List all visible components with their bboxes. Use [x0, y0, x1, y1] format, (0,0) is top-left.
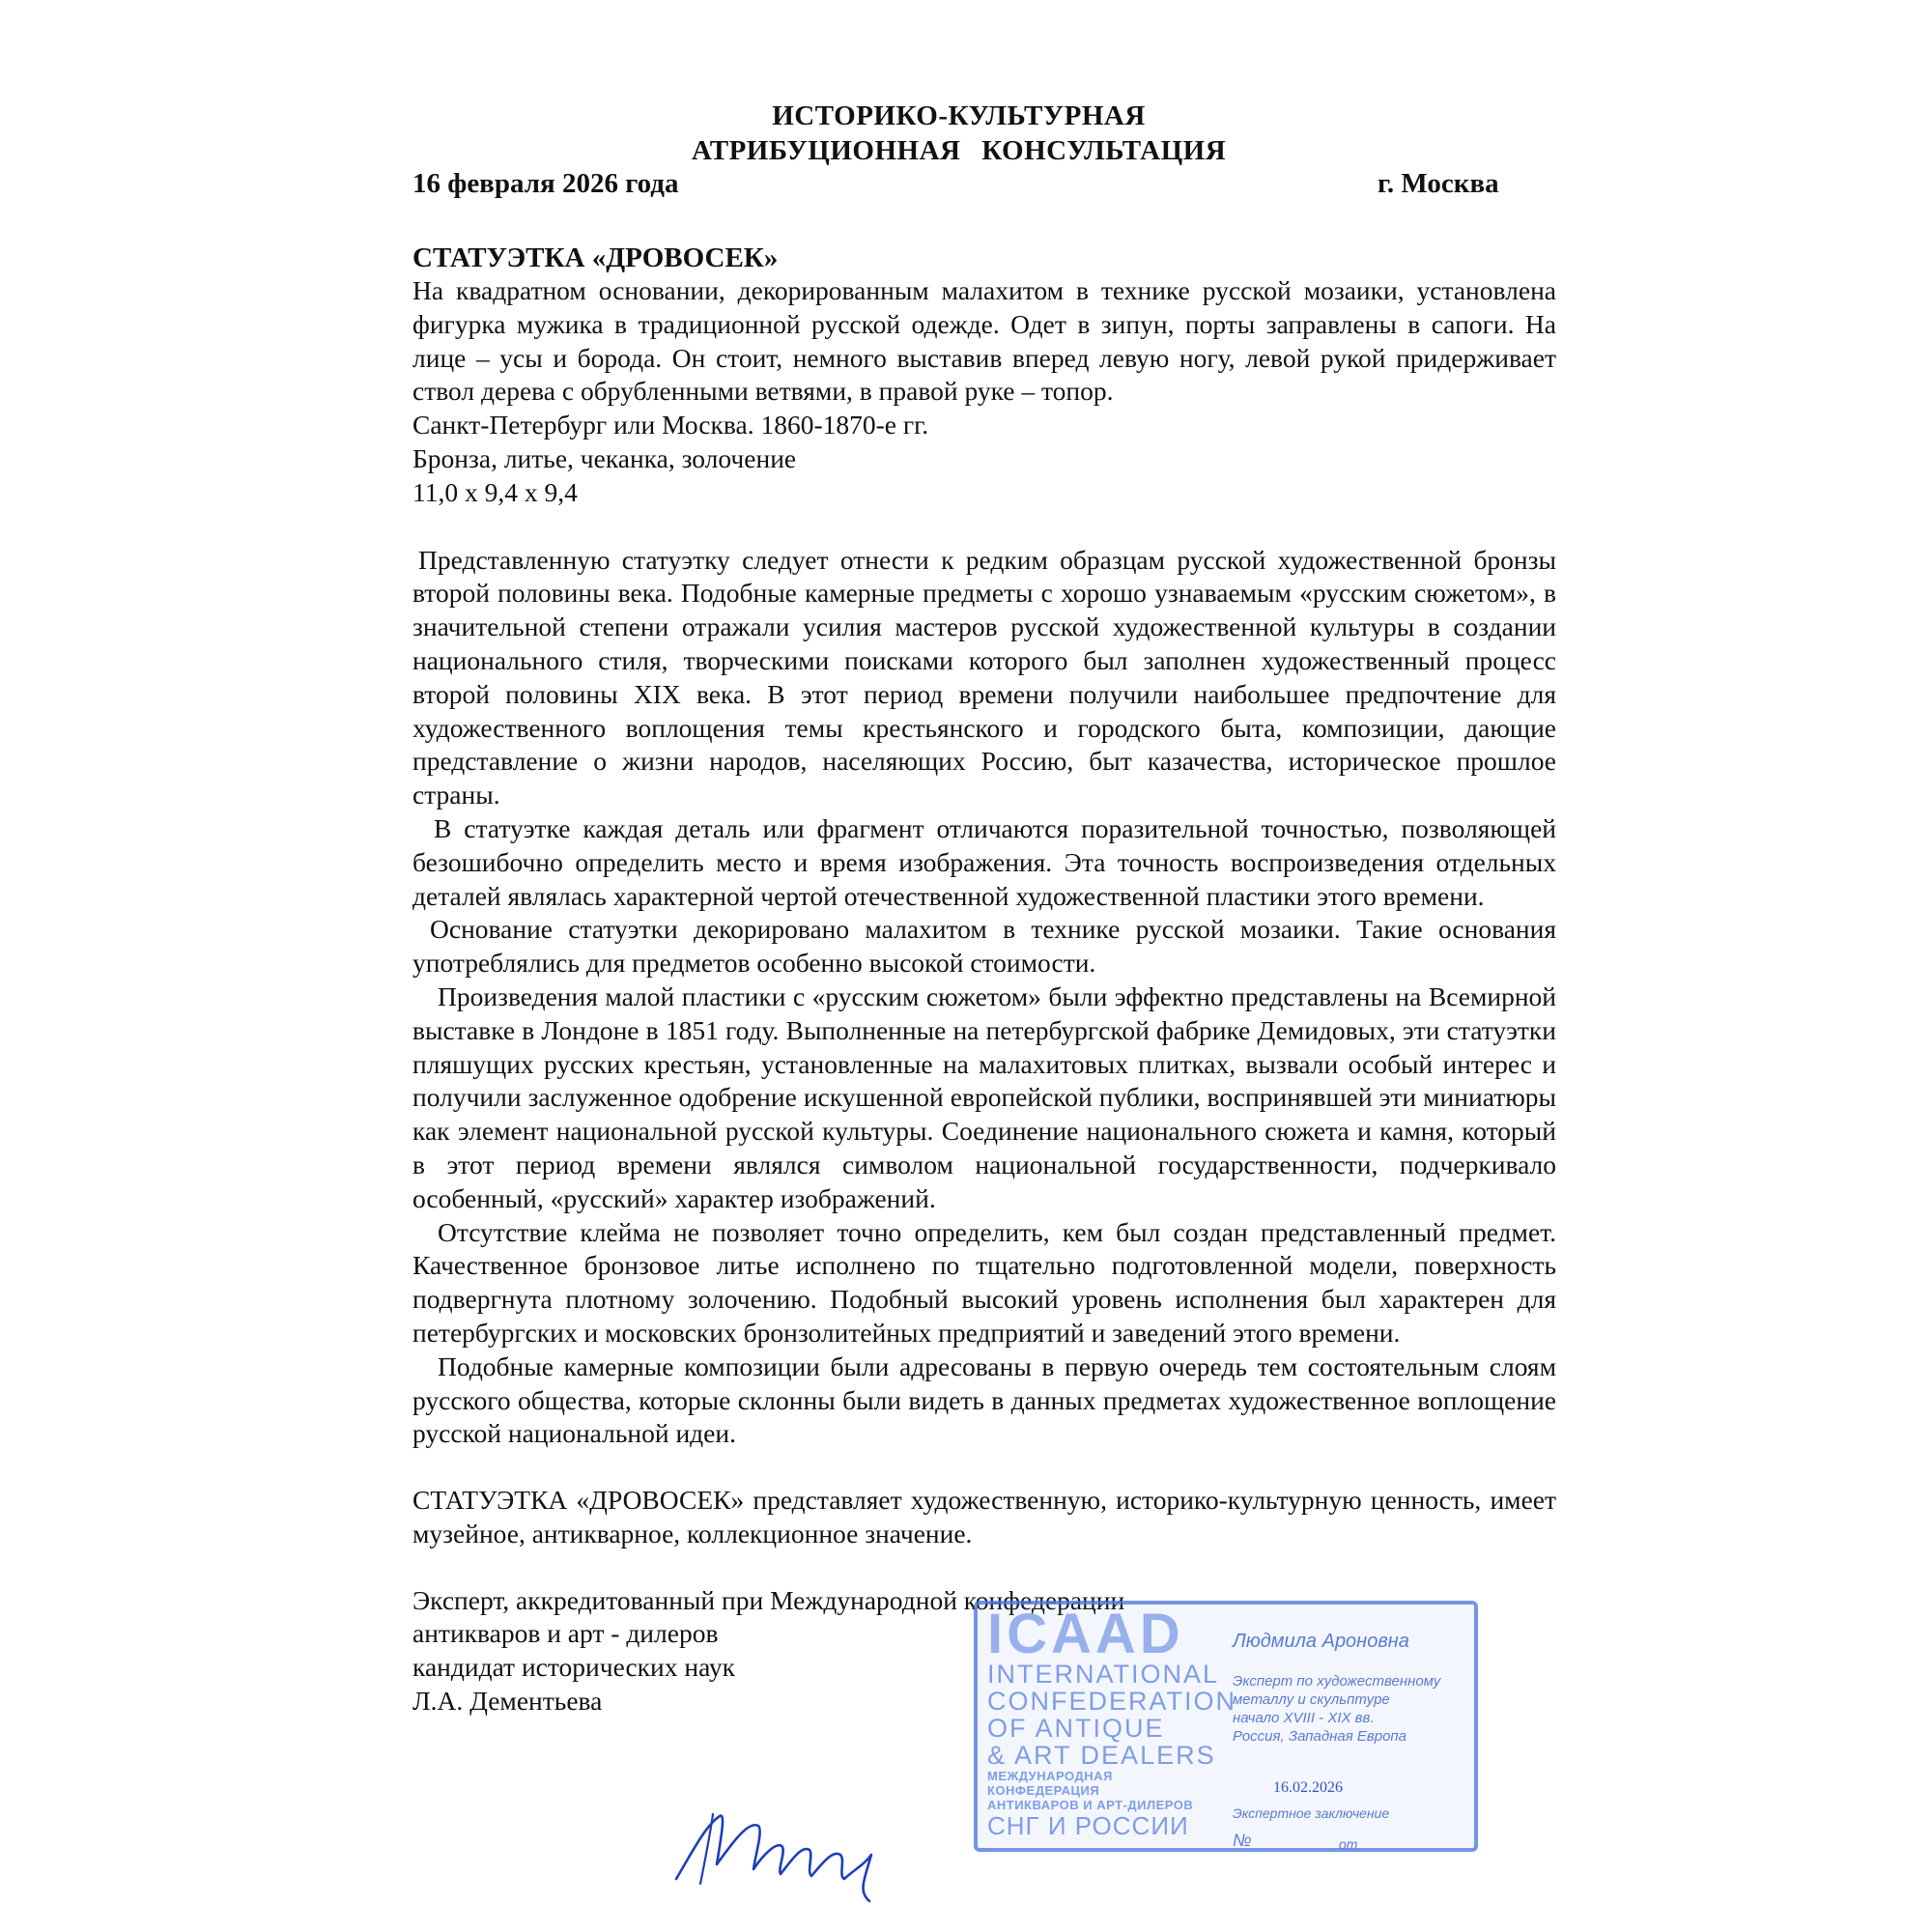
body-paragraph-1: Представленную статуэтку следует отнести к редким образцам русской художественной бронзы второй половины века. Подобные камерные предметы с хорошо узнаваемым «русским сюжетом», в значительной степени отражали усилия мастеров русской художественной культуры в создании национального стиля, творческими поисками которого был заполнен художественный процесс второй половины XIX века. В этот период времени получили наибольшее предпочтение для художественного воплощения темы крестьянского и городского быта, композиции, дающие представление о жизни народов, населяющих Россию, быт казачества, историческое прошлое страны.: [412, 544, 1556, 810]
body-paragraph-5: Отсутствие клейма не позволяет точно определить, кем был создан представленный предмет. Качественное бронзовое литье исполнено по тщательно подготовленной модели, поверхность подвергнута плотному золочению. Подобный высокий уровень исполнения был характерен для петербургских и московских бронзолитейных предприятий и заведений этого времени.: [412, 1216, 1556, 1348]
conclusion-text: СТАТУЭТКА «ДРОВОСЕК» представляет художественную, историко-культурную ценность, имеет музейное, антикварное, коллекционное значение.: [412, 1485, 1556, 1548]
body-paragraph-4: Произведения малой пластики с «русским сюжетом» были эффектно представлены на Всемирной выставке в Лондоне в 1851 году. Выполненные на петербургской фабрике Демидовых, эти статуэтки пляшущих русских крестьян, установленные на малахитовых плитках, вызвали особый интерес и получили заслуженное одобрение искушенной европейской публики, воспринявшей эти миниатюры как элемент национальной русской культуры. Соединение национального сюжета и камня, который в этот период времени являлся символом национальной государственности, подчеркивало особенный, «русский» характер изображений.: [412, 980, 1556, 1213]
document-title-line1: ИСТОРИКО-КУЛЬТУРНАЯ: [772, 100, 1146, 131]
expert-line-1: Эксперт, аккредитованный при Международной конфедерации: [412, 1584, 1125, 1615]
body-paragraph-2: В статуэтке каждая деталь или фрагмент отличаются поразительной точностью, позволяющей безошибочно определить место и время изображения. Эта точность воспроизведения отдельных деталей являлась характерной чертой отечественной художественной пластики этого времени.: [412, 812, 1556, 911]
stamp-conclusion-label: Экспертное заключение: [1233, 1805, 1390, 1821]
object-place-date: Санкт-Петербург или Москва. 1860-1870-е гг.: [412, 410, 929, 440]
body-paragraph-3: Основание статуэтки декорировано малахитом в технике русской мозаики. Такие основания употреблялись для предметов особенно высокой стоимости.: [412, 914, 1556, 979]
expert-line-3: кандидат исторических наук: [412, 1652, 736, 1683]
object-description: На квадратном основании, декорированным малахитом в технике русской мозаики, установлена фигурка мужика в традиционной русской одежде. Одет в зипун, порты заправлены в сапоги. На лице – усы и борода. Он стоит, немного выставив вперед левую ногу, левой рукой придерживает ствол дерева с обрубленными ветвями, в правой руке – топор.: [412, 275, 1556, 407]
icaad-logo: ICAAD INTERNATIONAL CONFEDERATION OF ANTIQUE & ART DEALERS МЕЖДУНАРОДНАЯ КОНФЕДЕРАЦИЯ АНТИКВАРОВ И АРТ-ДИЛЕРОВ СНГ И РОССИИ: [987, 1603, 1237, 1840]
stamp-from-label: от: [1339, 1836, 1358, 1852]
document-title-line2: АТРИБУЦИОННАЯ КОНСУЛЬТАЦИЯ: [691, 135, 1227, 166]
stamp-handwritten-date: 16.02.2026: [1273, 1779, 1343, 1796]
body-paragraph-6: Подобные камерные композиции были адресованы в первую очередь тем состоятельным слоям русского общества, которые склонны были видеть в данных предметах художественное воплощение русской национальной идеи.: [412, 1350, 1556, 1449]
stamp-expert-name: Людмила Ароновна: [1233, 1631, 1409, 1652]
object-name: СТАТУЭТКА «ДРОВОСЕК»: [412, 242, 779, 273]
expert-line-4: Л.А. Дементьева: [412, 1686, 603, 1717]
handwritten-signature: [667, 1787, 908, 1903]
document-city: г. Москва: [1378, 168, 1499, 199]
stamp-number-label: №: [1233, 1831, 1252, 1850]
document-body: [412, 242, 1556, 1719]
document-date: 16 февраля 2026 года: [412, 168, 679, 199]
stamp-specialty: Эксперт по художественному металлу и скульптуре начало XVIII - XIX вв. Россия, Западная Европа: [1233, 1673, 1441, 1745]
expert-stamp: [974, 1601, 1478, 1852]
object-size: 11,0 х 9,4 х 9,4: [412, 476, 578, 507]
expert-line-2: антикваров и арт - дилеров: [412, 1618, 719, 1649]
object-material: Бронза, литье, чеканка, золочение: [412, 442, 797, 473]
